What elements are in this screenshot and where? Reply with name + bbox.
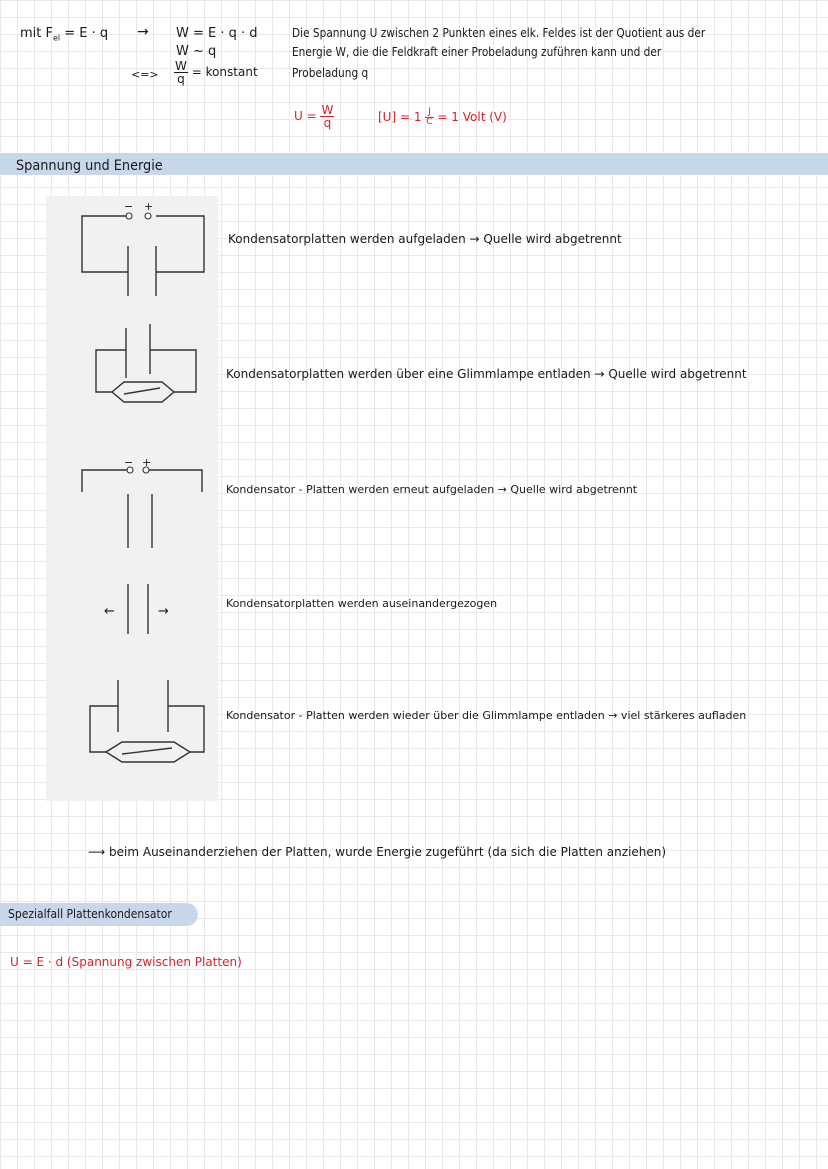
definition-line-2: Energie W, die die Feldkraft einer Probeladung zuführen kann und der [292,45,662,59]
minus-terminal-label-2: − [124,456,134,469]
definition-line-1: Die Spannung U zwischen 2 Punkten eines elk. Feldes ist der Quotient aus der [292,26,706,40]
voltage-unit: [U] = 1 $\frac{J}{C}$ = 1 Volt (V) [378,107,507,127]
arrow-right-icon: → [158,604,169,619]
arrow-left-icon: ← [104,604,115,619]
section-title: Spannung und Energie [16,158,163,174]
section-2-title: Spezialfall Plattenkondensator [8,907,172,921]
definition-line-3: Probeladung q [292,66,369,80]
ratio-formula: $\frac{W}{q}$ = konstant [175,59,258,86]
plate-voltage-formula: U = E · d (Spannung zwischen Platten) [10,955,242,969]
force-formula: mit $F_{el} = E \cdot q$ [20,26,109,43]
equivalence-sign: <=> [131,68,159,81]
step-4-text: Kondensatorplatten werden auseinandergezogen [226,597,498,610]
circuit-discharge-again-diagram [86,676,216,776]
conclusion-text: ⟶ beim Auseinanderziehen der Platten, wurde Energie zugeführt (da sich die Platten anziehen) [88,845,667,859]
step-1-text: Kondensatorplatten werden aufgeladen → Quelle wird abgetrennt [228,232,622,246]
circuit-discharge-diagram [90,320,210,410]
circuit-recharge-diagram [80,456,210,556]
minus-terminal-label: − [124,200,134,213]
implies-arrow: → [137,24,149,40]
circuit-charge-diagram [80,200,210,300]
step-2-text: Kondensatorplatten werden über eine Glimmlampe entladen → Quelle wird abgetrennt [226,367,747,381]
work-formula: W = E · q · d [176,26,258,41]
plus-terminal-label-2: + [142,456,152,469]
proportionality-formula: W ~ q [176,44,217,59]
step-5-text: Kondensator - Platten werden wieder über die Glimmlampe entladen → viel stärkeres aufladen [226,709,747,722]
voltage-formula: U = $\frac{W}{q}$ [294,103,334,130]
plus-terminal-label: + [144,200,154,213]
step-3-text: Kondensator - Platten werden erneut aufgeladen → Quelle wird abgetrennt [226,483,638,496]
